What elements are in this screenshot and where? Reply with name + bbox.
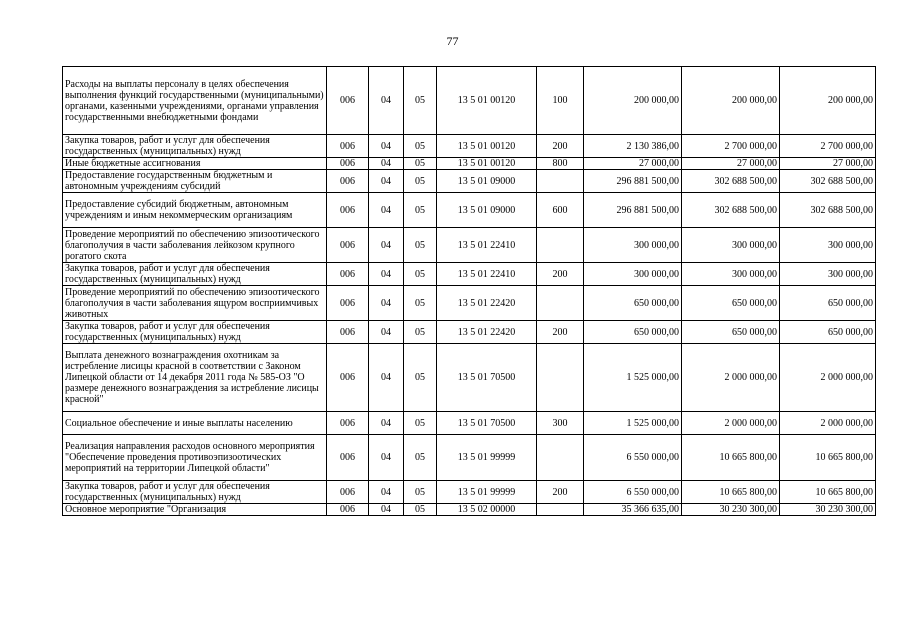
table-row (63, 321, 876, 344)
target-article-cell: 13 5 01 99999 (437, 435, 537, 481)
row-name-cell: Реализация направления расходов основного мероприятия "Обеспечение проведения противоэпизоотических мероприятий на территории Липецкой области" (63, 435, 327, 481)
subsection-code-cell: 05 (404, 412, 437, 435)
expense-type-cell: 100 (537, 67, 584, 135)
table-row (63, 170, 876, 193)
subsection-code-cell: 05 (404, 435, 437, 481)
target-article-cell: 13 5 01 99999 (437, 481, 537, 504)
amount-year3-cell: 200 000,00 (780, 67, 876, 135)
subsection-code-cell: 05 (404, 344, 437, 412)
subsection-code-cell: 05 (404, 481, 437, 504)
amount-year2-cell: 2 000 000,00 (682, 344, 780, 412)
ministry-code-cell: 006 (327, 412, 369, 435)
section-code-cell: 04 (369, 193, 404, 228)
section-code-cell: 04 (369, 344, 404, 412)
amount-year3-cell: 2 000 000,00 (780, 344, 876, 412)
row-name-cell: Закупка товаров, работ и услуг для обеспечения государственных (муниципальных) нужд (63, 135, 327, 158)
amount-year3-cell: 302 688 500,00 (780, 193, 876, 228)
amount-year1-cell: 6 550 000,00 (584, 435, 682, 481)
expense-type-cell: 200 (537, 135, 584, 158)
amount-year2-cell: 650 000,00 (682, 321, 780, 344)
row-name-cell: Предоставление государственным бюджетным и автономным учреждениям субсидий (63, 170, 327, 193)
section-code-cell: 04 (369, 435, 404, 481)
table-row (63, 286, 876, 321)
target-article-cell: 13 5 01 22420 (437, 286, 537, 321)
section-code-cell: 04 (369, 412, 404, 435)
subsection-code-cell: 05 (404, 286, 437, 321)
table-row (63, 135, 876, 158)
expense-type-cell (537, 344, 584, 412)
subsection-code-cell: 05 (404, 135, 437, 158)
table-row (63, 412, 876, 435)
amount-year2-cell: 10 665 800,00 (682, 481, 780, 504)
expense-type-cell (537, 170, 584, 193)
subsection-code-cell: 05 (404, 228, 437, 263)
target-article-cell: 13 5 01 00120 (437, 158, 537, 170)
row-name-cell: Расходы на выплаты персоналу в целях обеспечения выполнения функций государственными (муниципальными) органами, казенными учреждениями, органами управления государственными внебюджетными фондами (63, 67, 327, 135)
subsection-code-cell: 05 (404, 321, 437, 344)
target-article-cell: 13 5 02 00000 (437, 504, 537, 516)
section-code-cell: 04 (369, 504, 404, 516)
amount-year1-cell: 35 366 635,00 (584, 504, 682, 516)
row-name-cell: Закупка товаров, работ и услуг для обеспечения государственных (муниципальных) нужд (63, 321, 327, 344)
expense-type-cell: 200 (537, 263, 584, 286)
section-code-cell: 04 (369, 135, 404, 158)
row-name-cell: Закупка товаров, работ и услуг для обеспечения государственных (муниципальных) нужд (63, 481, 327, 504)
target-article-cell: 13 5 01 09000 (437, 193, 537, 228)
amount-year1-cell: 650 000,00 (584, 321, 682, 344)
amount-year2-cell: 302 688 500,00 (682, 193, 780, 228)
expense-type-cell: 300 (537, 412, 584, 435)
target-article-cell: 13 5 01 22420 (437, 321, 537, 344)
row-name-cell: Социальное обеспечение и иные выплаты населению (63, 412, 327, 435)
amount-year2-cell: 2 700 000,00 (682, 135, 780, 158)
amount-year2-cell: 30 230 300,00 (682, 504, 780, 516)
section-code-cell: 04 (369, 228, 404, 263)
target-article-cell: 13 5 01 09000 (437, 170, 537, 193)
subsection-code-cell: 05 (404, 193, 437, 228)
table-row (63, 481, 876, 504)
table-row (63, 67, 876, 135)
amount-year1-cell: 1 525 000,00 (584, 344, 682, 412)
table-row (63, 344, 876, 412)
target-article-cell: 13 5 01 00120 (437, 67, 537, 135)
table-body (63, 67, 876, 516)
amount-year1-cell: 200 000,00 (584, 67, 682, 135)
subsection-code-cell: 05 (404, 263, 437, 286)
subsection-code-cell: 05 (404, 158, 437, 170)
ministry-code-cell: 006 (327, 135, 369, 158)
amount-year3-cell: 300 000,00 (780, 228, 876, 263)
table-row (63, 504, 876, 516)
row-name-cell: Проведение мероприятий по обеспечению эпизоотического благополучия в части заболевания лейкозом крупного рогатого скота (63, 228, 327, 263)
amount-year1-cell: 6 550 000,00 (584, 481, 682, 504)
ministry-code-cell: 006 (327, 504, 369, 516)
amount-year3-cell: 650 000,00 (780, 286, 876, 321)
row-name-cell: Предоставление субсидий бюджетным, автономным учреждениям и иным некоммерческим организациям (63, 193, 327, 228)
expense-type-cell (537, 435, 584, 481)
expense-type-cell (537, 504, 584, 516)
amount-year2-cell: 302 688 500,00 (682, 170, 780, 193)
row-name-cell: Проведение мероприятий по обеспечению эпизоотического благополучия в части заболевания ящуром восприимчивых животных (63, 286, 327, 321)
amount-year3-cell: 10 665 800,00 (780, 481, 876, 504)
row-name-cell: Иные бюджетные ассигнования (63, 158, 327, 170)
ministry-code-cell: 006 (327, 435, 369, 481)
ministry-code-cell: 006 (327, 321, 369, 344)
ministry-code-cell: 006 (327, 193, 369, 228)
section-code-cell: 04 (369, 263, 404, 286)
expense-type-cell: 600 (537, 193, 584, 228)
table-row (63, 158, 876, 170)
ministry-code-cell: 006 (327, 286, 369, 321)
subsection-code-cell: 05 (404, 67, 437, 135)
row-name-cell: Основное мероприятие "Организация (63, 504, 327, 516)
amount-year3-cell: 30 230 300,00 (780, 504, 876, 516)
table-row (63, 228, 876, 263)
target-article-cell: 13 5 01 70500 (437, 344, 537, 412)
target-article-cell: 13 5 01 70500 (437, 412, 537, 435)
page-number: 77 (446, 34, 459, 48)
target-article-cell: 13 5 01 22410 (437, 263, 537, 286)
section-code-cell: 04 (369, 158, 404, 170)
amount-year2-cell: 200 000,00 (682, 67, 780, 135)
amount-year1-cell: 27 000,00 (584, 158, 682, 170)
expense-type-cell: 800 (537, 158, 584, 170)
expense-type-cell (537, 228, 584, 263)
amount-year3-cell: 27 000,00 (780, 158, 876, 170)
subsection-code-cell: 05 (404, 170, 437, 193)
expense-type-cell: 200 (537, 321, 584, 344)
amount-year3-cell: 2 000 000,00 (780, 412, 876, 435)
ministry-code-cell: 006 (327, 158, 369, 170)
ministry-code-cell: 006 (327, 228, 369, 263)
amount-year3-cell: 10 665 800,00 (780, 435, 876, 481)
section-code-cell: 04 (369, 321, 404, 344)
table-row (63, 263, 876, 286)
row-name-cell: Выплата денежного вознаграждения охотникам за истребление лисицы красной в соответствии с Законом Липецкой области от 14 декабря 2011 года № 585-ОЗ "О размере денежного вознаграждения за истребление лисицы красной" (63, 344, 327, 412)
ministry-code-cell: 006 (327, 263, 369, 286)
expense-type-cell: 200 (537, 481, 584, 504)
amount-year1-cell: 2 130 386,00 (584, 135, 682, 158)
amount-year1-cell: 296 881 500,00 (584, 193, 682, 228)
amount-year3-cell: 300 000,00 (780, 263, 876, 286)
target-article-cell: 13 5 01 00120 (437, 135, 537, 158)
expense-type-cell (537, 286, 584, 321)
subsection-code-cell: 05 (404, 504, 437, 516)
amount-year1-cell: 1 525 000,00 (584, 412, 682, 435)
budget-table (62, 66, 876, 516)
section-code-cell: 04 (369, 170, 404, 193)
amount-year2-cell: 300 000,00 (682, 263, 780, 286)
amount-year2-cell: 2 000 000,00 (682, 412, 780, 435)
row-name-cell: Закупка товаров, работ и услуг для обеспечения государственных (муниципальных) нужд (63, 263, 327, 286)
ministry-code-cell: 006 (327, 170, 369, 193)
ministry-code-cell: 006 (327, 67, 369, 135)
amount-year1-cell: 300 000,00 (584, 263, 682, 286)
table-row (63, 435, 876, 481)
amount-year2-cell: 10 665 800,00 (682, 435, 780, 481)
section-code-cell: 04 (369, 67, 404, 135)
section-code-cell: 04 (369, 286, 404, 321)
amount-year2-cell: 300 000,00 (682, 228, 780, 263)
amount-year3-cell: 302 688 500,00 (780, 170, 876, 193)
section-code-cell: 04 (369, 481, 404, 504)
ministry-code-cell: 006 (327, 344, 369, 412)
amount-year3-cell: 650 000,00 (780, 321, 876, 344)
ministry-code-cell: 006 (327, 481, 369, 504)
target-article-cell: 13 5 01 22410 (437, 228, 537, 263)
table-row (63, 193, 876, 228)
amount-year3-cell: 2 700 000,00 (780, 135, 876, 158)
amount-year2-cell: 650 000,00 (682, 286, 780, 321)
amount-year1-cell: 296 881 500,00 (584, 170, 682, 193)
amount-year1-cell: 650 000,00 (584, 286, 682, 321)
amount-year2-cell: 27 000,00 (682, 158, 780, 170)
amount-year1-cell: 300 000,00 (584, 228, 682, 263)
